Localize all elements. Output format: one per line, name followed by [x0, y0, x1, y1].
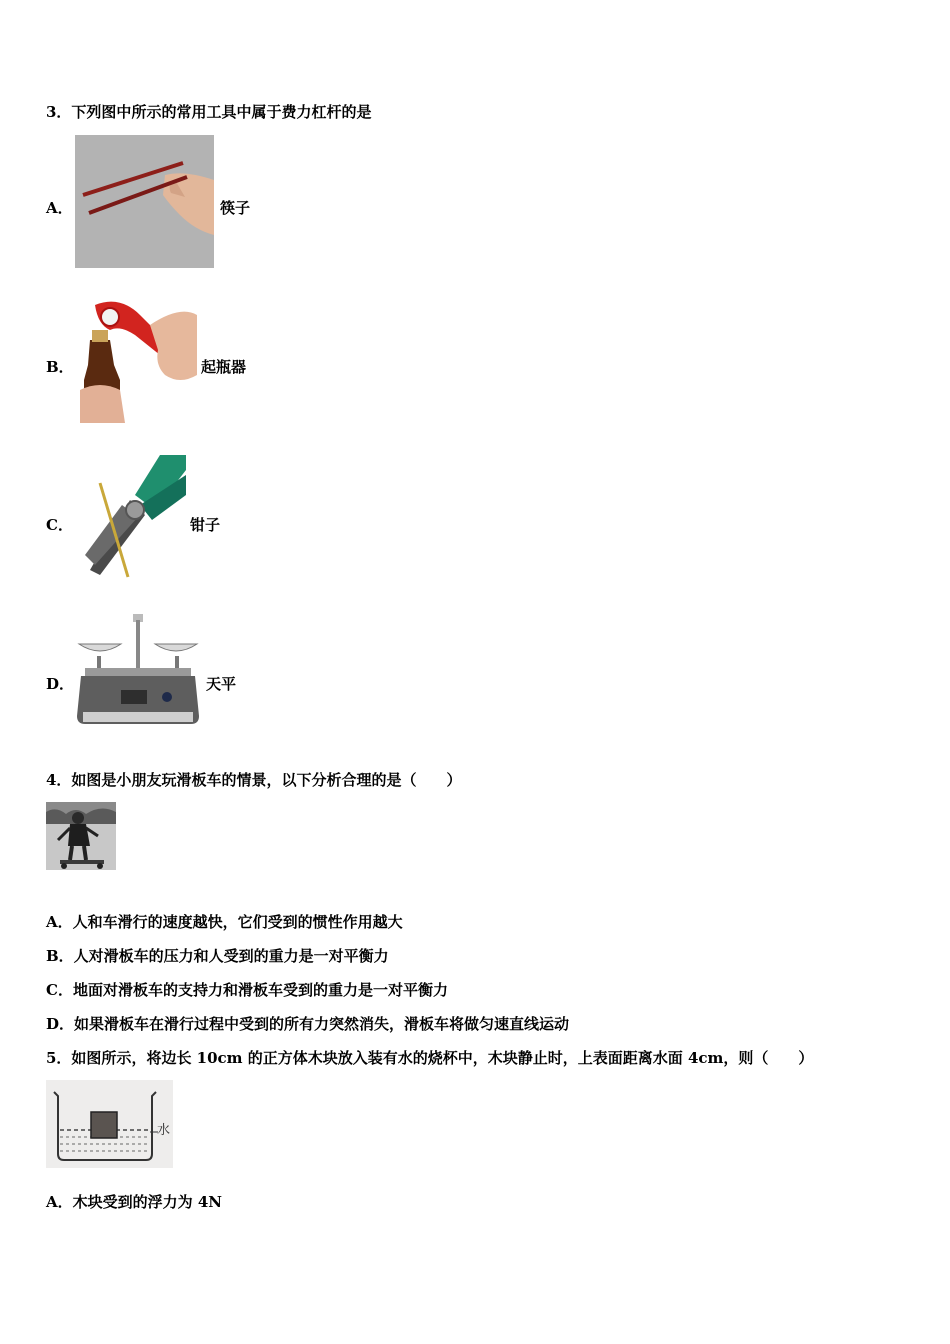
q5-option-a: A．木块受到的浮力为 4N [46, 1193, 223, 1211]
pliers-image [80, 455, 186, 580]
q3-option-d-letter: D． [46, 675, 75, 693]
q4-option-d: D．如果滑板车在滑行过程中受到的所有力突然消失，滑板车将做匀速直线运动 [46, 1015, 570, 1033]
q3-option-c-text: 钳子 [190, 516, 221, 534]
chopsticks-image [75, 135, 214, 268]
q4-option-c: C．地面对滑板车的支持力和滑板车受到的重力是一对平衡力 [46, 981, 448, 999]
q4-option-a: A．人和车滑行的速度越快，它们受到的惯性作用越大 [46, 913, 403, 931]
q3-option-d-text: 天平 [206, 675, 237, 693]
q3-option-b-letter: B． [46, 358, 74, 376]
question-4-stem: 4．如图是小朋友玩滑板车的情景，以下分析合理的是（ ） [46, 771, 462, 789]
q3-option-a-letter: A． [46, 199, 73, 217]
q3-option-b-text: 起瓶器 [201, 358, 247, 376]
beaker-wood-block-figure [46, 1080, 173, 1168]
balance-scale-image [75, 612, 201, 728]
q3-option-a-text: 筷子 [220, 199, 251, 217]
question-3-stem: 3．下列图中所示的常用工具中属于费力杠杆的是 [46, 103, 372, 121]
scooter-child-image [46, 802, 116, 870]
bottle-opener-image [80, 295, 197, 423]
q4-option-b: B．人对滑板车的压力和人受到的重力是一对平衡力 [46, 947, 389, 965]
question-5-stem: 5．如图所示，将边长 10cm 的正方体木块放入装有水的烧杯中，木块静止时，上表面距离水面 4cm，则（ ） [46, 1049, 814, 1067]
water-label: 水 [157, 1123, 171, 1138]
q3-option-c-letter: C． [46, 516, 73, 534]
